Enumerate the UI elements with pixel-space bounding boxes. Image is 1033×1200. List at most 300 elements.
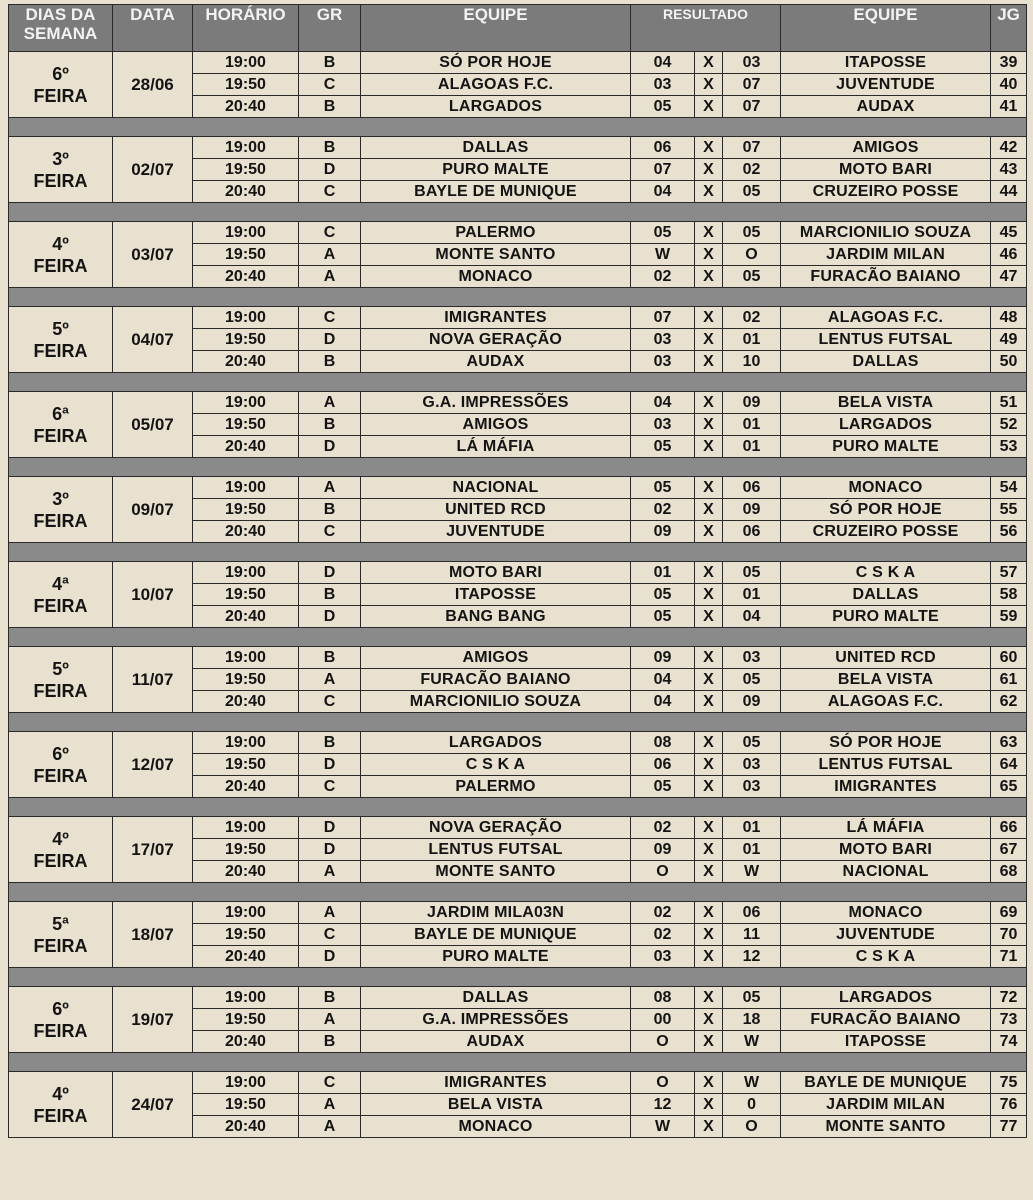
separator-bar — [9, 288, 1027, 307]
day-number: 5ª — [52, 913, 69, 934]
group-cell: C — [299, 181, 361, 203]
away-team-cell: FURACÃO BAIANO — [781, 1009, 991, 1031]
home-score-cell: 03 — [631, 946, 695, 968]
day-number: 6º — [52, 63, 69, 84]
away-team-cell: SÓ POR HOJE — [781, 732, 991, 754]
game-number-cell: 54 — [991, 477, 1027, 499]
time-cell: 19:50 — [193, 1009, 299, 1031]
day-number: 5º — [52, 658, 69, 679]
separator-row — [9, 713, 1027, 732]
game-number-cell: 40 — [991, 74, 1027, 96]
day-number: 4º — [52, 1083, 69, 1104]
separator-row — [9, 883, 1027, 902]
away-score-cell: 09 — [723, 499, 781, 521]
away-score-cell: W — [723, 1072, 781, 1094]
home-score-cell: 05 — [631, 584, 695, 606]
game-number-cell: 73 — [991, 1009, 1027, 1031]
game-number-cell: 52 — [991, 414, 1027, 436]
time-cell: 20:40 — [193, 351, 299, 373]
home-team-cell: G.A. IMPRESSÕES — [361, 392, 631, 414]
home-score-cell: 07 — [631, 307, 695, 329]
time-cell: 20:40 — [193, 861, 299, 883]
away-team-cell: PURO MALTE — [781, 436, 991, 458]
home-team-cell: BAYLE DE MUNIQUE — [361, 924, 631, 946]
home-score-cell: O — [631, 1031, 695, 1053]
home-team-cell: LARGADOS — [361, 732, 631, 754]
game-number-cell: 47 — [991, 266, 1027, 288]
away-score-cell: 01 — [723, 436, 781, 458]
time-cell: 19:00 — [193, 1072, 299, 1094]
home-team-cell: MARCIONILIO SOUZA — [361, 691, 631, 713]
away-team-cell: MONACO — [781, 902, 991, 924]
home-score-cell: 00 — [631, 1009, 695, 1031]
score-separator: X — [695, 691, 723, 713]
day-cell — [9, 137, 113, 203]
date-cell: 18/07 — [113, 902, 193, 968]
time-cell: 19:50 — [193, 244, 299, 266]
group-cell: C — [299, 222, 361, 244]
date-cell: 04/07 — [113, 307, 193, 373]
group-cell: D — [299, 946, 361, 968]
header-equipe-away: EQUIPE — [781, 5, 991, 52]
separator-row — [9, 543, 1027, 562]
home-score-cell: 05 — [631, 477, 695, 499]
score-separator: X — [695, 392, 723, 414]
schedule-table — [8, 4, 1027, 1138]
home-team-cell: IMIGRANTES — [361, 1072, 631, 1094]
home-team-cell: IMIGRANTES — [361, 307, 631, 329]
score-separator: X — [695, 244, 723, 266]
time-cell: 19:00 — [193, 307, 299, 329]
game-number-cell: 59 — [991, 606, 1027, 628]
date-cell: 24/07 — [113, 1072, 193, 1138]
home-score-cell: O — [631, 861, 695, 883]
separator-bar — [9, 118, 1027, 137]
date-cell: 19/07 — [113, 987, 193, 1053]
score-separator: X — [695, 754, 723, 776]
group-cell: C — [299, 521, 361, 543]
score-separator: X — [695, 329, 723, 351]
separator-row — [9, 373, 1027, 392]
score-separator: X — [695, 521, 723, 543]
away-team-cell: JARDIM MILAN — [781, 1094, 991, 1116]
away-score-cell: 01 — [723, 414, 781, 436]
day-cell — [9, 307, 113, 373]
game-number-cell: 63 — [991, 732, 1027, 754]
time-cell: 20:40 — [193, 266, 299, 288]
away-score-cell: 03 — [723, 776, 781, 798]
home-team-cell: MONACO — [361, 266, 631, 288]
score-separator: X — [695, 1031, 723, 1053]
time-cell: 19:00 — [193, 477, 299, 499]
group-cell: B — [299, 987, 361, 1009]
home-team-cell: PURO MALTE — [361, 946, 631, 968]
score-separator: X — [695, 307, 723, 329]
home-score-cell: 05 — [631, 436, 695, 458]
score-separator: X — [695, 1116, 723, 1138]
group-cell: B — [299, 732, 361, 754]
away-score-cell: 03 — [723, 754, 781, 776]
game-number-cell: 44 — [991, 181, 1027, 203]
away-team-cell: JARDIM MILAN — [781, 244, 991, 266]
home-team-cell: MONTE SANTO — [361, 244, 631, 266]
game-row — [9, 732, 1027, 754]
away-score-cell: 06 — [723, 902, 781, 924]
home-team-cell: AMIGOS — [361, 647, 631, 669]
away-score-cell: W — [723, 861, 781, 883]
group-cell: A — [299, 1094, 361, 1116]
game-number-cell: 60 — [991, 647, 1027, 669]
time-cell: 19:00 — [193, 52, 299, 74]
day-cell — [9, 52, 113, 118]
away-team-cell: NACIONAL — [781, 861, 991, 883]
home-team-cell: C S K A — [361, 754, 631, 776]
group-cell: D — [299, 562, 361, 584]
home-score-cell: 09 — [631, 521, 695, 543]
day-label: FEIRA — [33, 85, 88, 106]
game-number-cell: 57 — [991, 562, 1027, 584]
time-cell: 19:00 — [193, 817, 299, 839]
score-separator: X — [695, 562, 723, 584]
game-number-cell: 62 — [991, 691, 1027, 713]
away-score-cell: O — [723, 244, 781, 266]
time-cell: 20:40 — [193, 96, 299, 118]
separator-row — [9, 1053, 1027, 1072]
away-score-cell: 03 — [723, 647, 781, 669]
group-cell: B — [299, 137, 361, 159]
separator-bar — [9, 1053, 1027, 1072]
home-team-cell: SÓ POR HOJE — [361, 52, 631, 74]
day-label: FEIRA — [33, 510, 88, 531]
game-row — [9, 562, 1027, 584]
home-team-cell: LÁ MÁFIA — [361, 436, 631, 458]
away-score-cell: 12 — [723, 946, 781, 968]
score-separator: X — [695, 946, 723, 968]
separator-bar — [9, 543, 1027, 562]
score-separator: X — [695, 1009, 723, 1031]
score-separator: X — [695, 902, 723, 924]
group-cell: B — [299, 1031, 361, 1053]
away-score-cell: 05 — [723, 669, 781, 691]
away-score-cell: 05 — [723, 562, 781, 584]
score-separator: X — [695, 74, 723, 96]
time-cell: 20:40 — [193, 1031, 299, 1053]
separator-bar — [9, 798, 1027, 817]
home-team-cell: LENTUS FUTSAL — [361, 839, 631, 861]
time-cell: 19:00 — [193, 647, 299, 669]
home-score-cell: 04 — [631, 181, 695, 203]
score-separator: X — [695, 181, 723, 203]
group-cell: B — [299, 499, 361, 521]
day-label: FEIRA — [33, 765, 88, 786]
away-team-cell: MONTE SANTO — [781, 1116, 991, 1138]
home-score-cell: O — [631, 1072, 695, 1094]
separator-row — [9, 118, 1027, 137]
time-cell: 19:50 — [193, 839, 299, 861]
home-score-cell: 01 — [631, 562, 695, 584]
header-equipe-home: EQUIPE — [361, 5, 631, 52]
separator-bar — [9, 713, 1027, 732]
away-team-cell: CRUZEIRO POSSE — [781, 521, 991, 543]
home-score-cell: 04 — [631, 691, 695, 713]
day-label: FEIRA — [33, 680, 88, 701]
away-team-cell: C S K A — [781, 946, 991, 968]
day-number: 6º — [52, 998, 69, 1019]
group-cell: A — [299, 861, 361, 883]
away-team-cell: FURACÃO BAIANO — [781, 266, 991, 288]
away-team-cell: ITAPOSSE — [781, 1031, 991, 1053]
score-separator: X — [695, 606, 723, 628]
home-score-cell: 02 — [631, 924, 695, 946]
game-number-cell: 74 — [991, 1031, 1027, 1053]
group-cell: C — [299, 691, 361, 713]
day-label: FEIRA — [33, 170, 88, 191]
away-score-cell: 05 — [723, 181, 781, 203]
score-separator: X — [695, 839, 723, 861]
day-cell — [9, 647, 113, 713]
score-separator: X — [695, 924, 723, 946]
away-score-cell: 04 — [723, 606, 781, 628]
time-cell: 19:50 — [193, 414, 299, 436]
time-cell: 19:50 — [193, 584, 299, 606]
day-label: FEIRA — [33, 340, 88, 361]
game-row — [9, 137, 1027, 159]
game-number-cell: 56 — [991, 521, 1027, 543]
away-team-cell: C S K A — [781, 562, 991, 584]
group-cell: B — [299, 647, 361, 669]
separator-bar — [9, 968, 1027, 987]
away-score-cell: 05 — [723, 732, 781, 754]
home-team-cell: PURO MALTE — [361, 159, 631, 181]
home-team-cell: BELA VISTA — [361, 1094, 631, 1116]
away-team-cell: ITAPOSSE — [781, 52, 991, 74]
time-cell: 19:00 — [193, 902, 299, 924]
home-score-cell: 03 — [631, 74, 695, 96]
group-cell: C — [299, 307, 361, 329]
day-label: FEIRA — [33, 1105, 88, 1126]
group-cell: A — [299, 1009, 361, 1031]
day-number: 4º — [52, 233, 69, 254]
away-score-cell: 09 — [723, 392, 781, 414]
away-score-cell: 06 — [723, 521, 781, 543]
separator-row — [9, 798, 1027, 817]
home-score-cell: 08 — [631, 987, 695, 1009]
score-separator: X — [695, 137, 723, 159]
away-score-cell: 05 — [723, 266, 781, 288]
day-cell — [9, 222, 113, 288]
time-cell: 20:40 — [193, 691, 299, 713]
away-team-cell: MARCIONILIO SOUZA — [781, 222, 991, 244]
away-team-cell: ALAGOAS F.C. — [781, 691, 991, 713]
time-cell: 19:00 — [193, 732, 299, 754]
date-cell: 05/07 — [113, 392, 193, 458]
game-row — [9, 647, 1027, 669]
game-number-cell: 75 — [991, 1072, 1027, 1094]
home-team-cell: ALAGOAS F.C. — [361, 74, 631, 96]
away-score-cell: 11 — [723, 924, 781, 946]
home-score-cell: 06 — [631, 137, 695, 159]
game-number-cell: 50 — [991, 351, 1027, 373]
game-number-cell: 51 — [991, 392, 1027, 414]
game-number-cell: 70 — [991, 924, 1027, 946]
date-cell: 02/07 — [113, 137, 193, 203]
game-row — [9, 902, 1027, 924]
score-separator: X — [695, 817, 723, 839]
score-separator: X — [695, 266, 723, 288]
home-team-cell: ITAPOSSE — [361, 584, 631, 606]
game-number-cell: 67 — [991, 839, 1027, 861]
group-cell: C — [299, 776, 361, 798]
separator-row — [9, 458, 1027, 477]
group-cell: A — [299, 1116, 361, 1138]
date-cell: 09/07 — [113, 477, 193, 543]
score-separator: X — [695, 647, 723, 669]
game-number-cell: 66 — [991, 817, 1027, 839]
time-cell: 19:50 — [193, 1094, 299, 1116]
away-team-cell: LARGADOS — [781, 987, 991, 1009]
away-team-cell: CRUZEIRO POSSE — [781, 181, 991, 203]
away-team-cell: AMIGOS — [781, 137, 991, 159]
time-cell: 20:40 — [193, 436, 299, 458]
day-number: 3º — [52, 148, 69, 169]
away-team-cell: JUVENTUDE — [781, 74, 991, 96]
home-score-cell: 03 — [631, 351, 695, 373]
home-score-cell: 02 — [631, 902, 695, 924]
time-cell: 19:00 — [193, 222, 299, 244]
away-team-cell: ALAGOAS F.C. — [781, 307, 991, 329]
away-team-cell: BELA VISTA — [781, 392, 991, 414]
time-cell: 19:50 — [193, 499, 299, 521]
header-gr: GR — [299, 5, 361, 52]
score-separator: X — [695, 222, 723, 244]
game-number-cell: 49 — [991, 329, 1027, 351]
score-separator: X — [695, 52, 723, 74]
home-team-cell: AUDAX — [361, 1031, 631, 1053]
day-number: 5º — [52, 318, 69, 339]
game-row — [9, 477, 1027, 499]
group-cell: B — [299, 584, 361, 606]
away-team-cell: MOTO BARI — [781, 839, 991, 861]
home-score-cell: 04 — [631, 52, 695, 74]
home-team-cell: DALLAS — [361, 987, 631, 1009]
home-team-cell: FURACÃO BAIANO — [361, 669, 631, 691]
away-team-cell: LARGADOS — [781, 414, 991, 436]
home-team-cell: JUVENTUDE — [361, 521, 631, 543]
game-number-cell: 45 — [991, 222, 1027, 244]
home-score-cell: 03 — [631, 329, 695, 351]
away-score-cell: 05 — [723, 987, 781, 1009]
game-number-cell: 77 — [991, 1116, 1027, 1138]
home-team-cell: MOTO BARI — [361, 562, 631, 584]
day-label: FEIRA — [33, 255, 88, 276]
time-cell: 20:40 — [193, 1116, 299, 1138]
game-number-cell: 41 — [991, 96, 1027, 118]
home-team-cell: BANG BANG — [361, 606, 631, 628]
game-number-cell: 46 — [991, 244, 1027, 266]
home-score-cell: 05 — [631, 222, 695, 244]
header-row — [9, 5, 1027, 52]
group-cell: C — [299, 74, 361, 96]
game-number-cell: 53 — [991, 436, 1027, 458]
home-team-cell: PALERMO — [361, 222, 631, 244]
away-score-cell: 0 — [723, 1094, 781, 1116]
separator-row — [9, 288, 1027, 307]
score-separator: X — [695, 584, 723, 606]
header-data: DATA — [113, 5, 193, 52]
score-separator: X — [695, 1072, 723, 1094]
day-label: FEIRA — [33, 935, 88, 956]
day-number: 6º — [52, 743, 69, 764]
group-cell: C — [299, 924, 361, 946]
time-cell: 19:50 — [193, 924, 299, 946]
away-team-cell: BAYLE DE MUNIQUE — [781, 1072, 991, 1094]
time-cell: 19:00 — [193, 137, 299, 159]
score-separator: X — [695, 436, 723, 458]
game-number-cell: 48 — [991, 307, 1027, 329]
date-cell: 12/07 — [113, 732, 193, 798]
home-team-cell: NOVA GERAÇÃO — [361, 329, 631, 351]
away-score-cell: 06 — [723, 477, 781, 499]
separator-row — [9, 628, 1027, 647]
away-team-cell: PURO MALTE — [781, 606, 991, 628]
home-score-cell: W — [631, 1116, 695, 1138]
time-cell: 20:40 — [193, 606, 299, 628]
time-cell: 19:50 — [193, 669, 299, 691]
group-cell: D — [299, 159, 361, 181]
game-number-cell: 68 — [991, 861, 1027, 883]
away-team-cell: LENTUS FUTSAL — [781, 329, 991, 351]
home-score-cell: 02 — [631, 817, 695, 839]
away-score-cell: 09 — [723, 691, 781, 713]
time-cell: 19:50 — [193, 329, 299, 351]
time-cell: 19:00 — [193, 562, 299, 584]
home-score-cell: 09 — [631, 647, 695, 669]
away-team-cell: UNITED RCD — [781, 647, 991, 669]
group-cell: B — [299, 414, 361, 436]
score-separator: X — [695, 96, 723, 118]
away-team-cell: IMIGRANTES — [781, 776, 991, 798]
home-score-cell: 04 — [631, 669, 695, 691]
day-cell — [9, 392, 113, 458]
day-cell — [9, 902, 113, 968]
away-score-cell: 07 — [723, 137, 781, 159]
date-cell: 11/07 — [113, 647, 193, 713]
home-score-cell: 02 — [631, 499, 695, 521]
home-score-cell: 09 — [631, 839, 695, 861]
game-row — [9, 392, 1027, 414]
score-separator: X — [695, 732, 723, 754]
day-cell — [9, 817, 113, 883]
group-cell: A — [299, 392, 361, 414]
away-score-cell: 07 — [723, 96, 781, 118]
day-number: 3º — [52, 488, 69, 509]
group-cell: A — [299, 244, 361, 266]
group-cell: A — [299, 266, 361, 288]
away-score-cell: 05 — [723, 222, 781, 244]
away-score-cell: 01 — [723, 817, 781, 839]
date-cell: 17/07 — [113, 817, 193, 883]
date-cell: 28/06 — [113, 52, 193, 118]
game-row — [9, 817, 1027, 839]
group-cell: B — [299, 96, 361, 118]
score-separator: X — [695, 477, 723, 499]
home-score-cell: 05 — [631, 776, 695, 798]
away-team-cell: MONACO — [781, 477, 991, 499]
away-score-cell: W — [723, 1031, 781, 1053]
group-cell: D — [299, 817, 361, 839]
score-separator: X — [695, 414, 723, 436]
home-team-cell: NACIONAL — [361, 477, 631, 499]
